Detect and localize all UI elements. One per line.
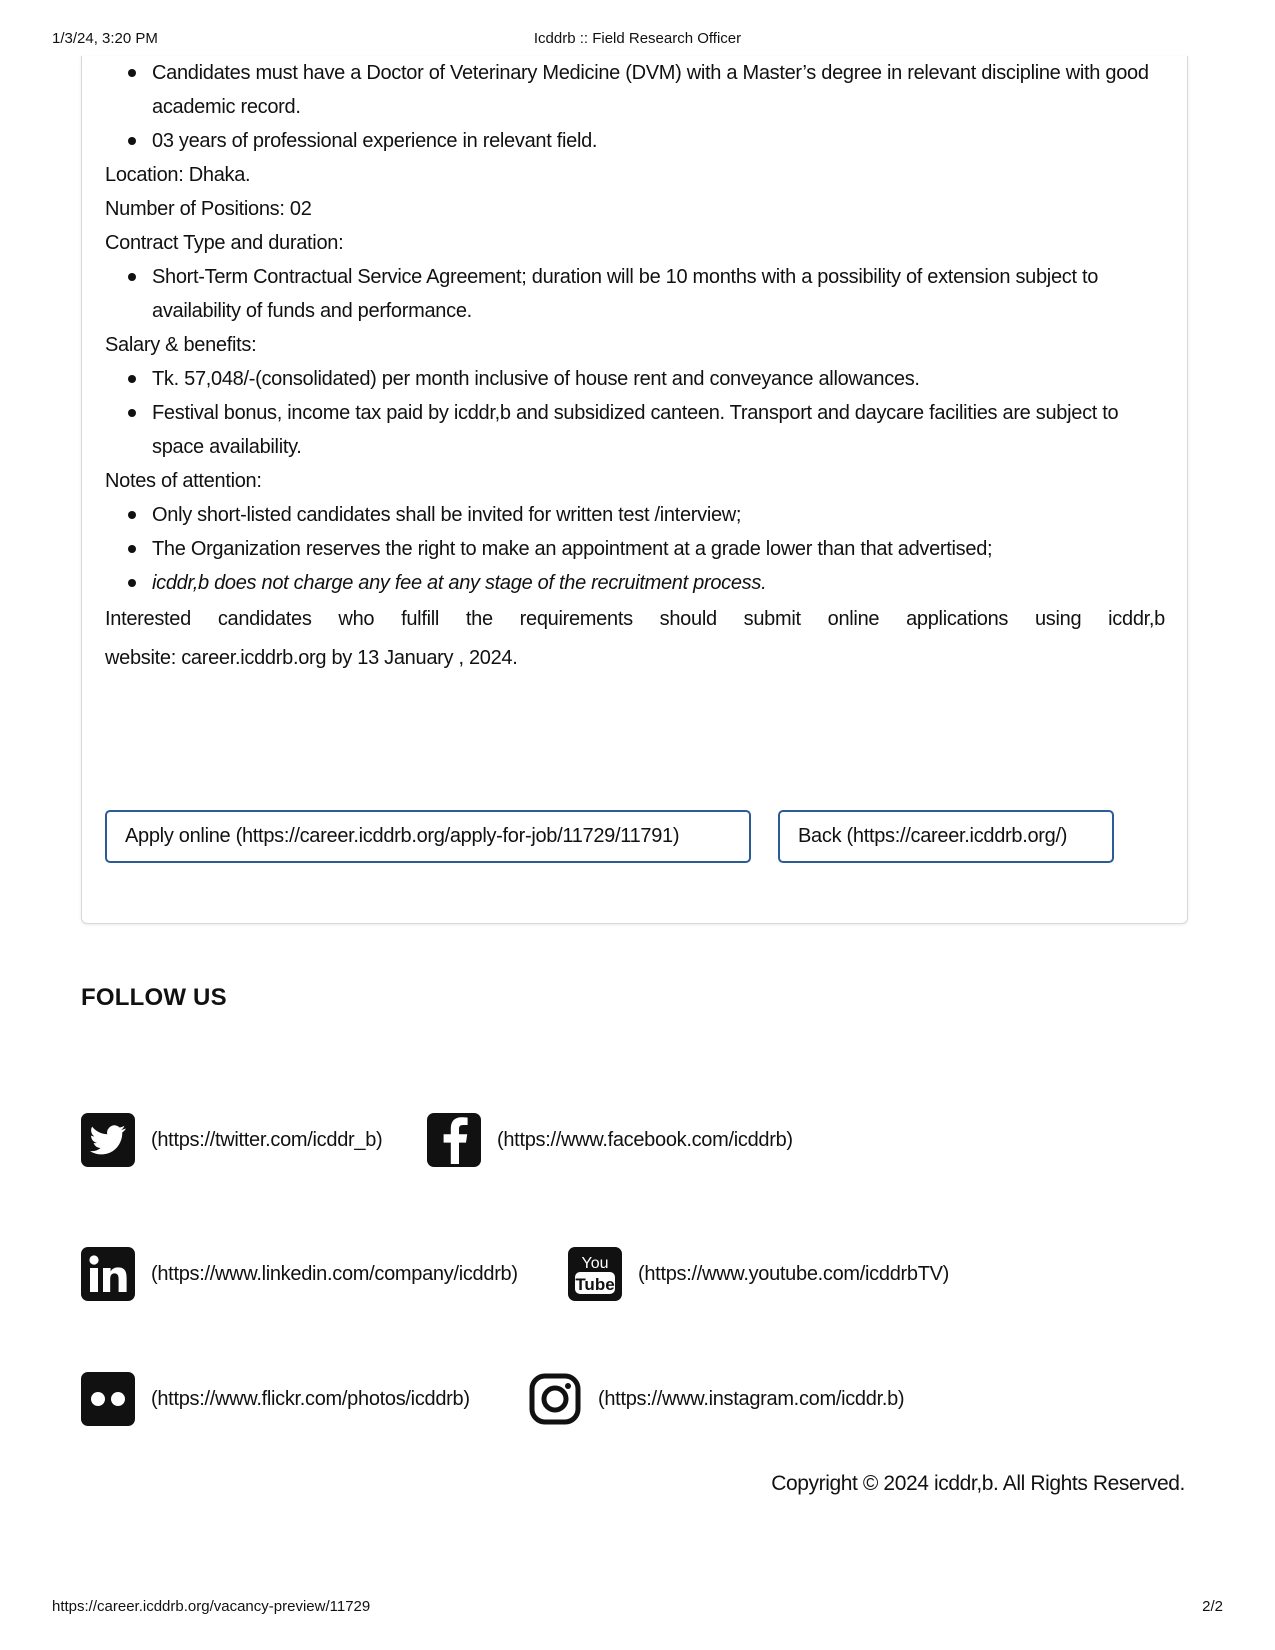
flickr-url[interactable]: (https://www.flickr.com/photos/icddrb): [151, 1387, 470, 1410]
facebook-icon[interactable]: [427, 1113, 481, 1167]
list-item: Only short-listed candidates shall be invited for written test /interview;: [105, 498, 1165, 532]
salary-heading: Salary & benefits:: [105, 334, 257, 356]
twitter-link[interactable]: [81, 1113, 382, 1167]
list-item: Festival bonus, income tax paid by icddr,b and subsidized canteen. Transport and daycare facilities are subject to space availability.: [105, 396, 1165, 464]
youtube-link[interactable]: [568, 1247, 949, 1301]
print-footer: [52, 1598, 1223, 1618]
print-datetime: 1/3/24, 3:20 PM: [52, 30, 158, 47]
contract-heading: Contract Type and duration:: [105, 232, 344, 254]
vacancy-details: [105, 56, 1165, 678]
salary-list: [105, 362, 1165, 464]
list-item: Tk. 57,048/-(consolidated) per month inclusive of house rent and conveyance allowances.: [105, 362, 1165, 396]
copyright-text: Copyright © 2024 icddr,b. All Rights Reserved.: [771, 1472, 1185, 1495]
positions-text: Number of Positions: 02: [105, 198, 312, 220]
notes-heading: Notes of attention:: [105, 470, 262, 492]
list-item: Candidates must have a Doctor of Veterinary Medicine (DVM) with a Master’s degree in relevant discipline with good academic record.: [105, 56, 1165, 124]
contract-list: [105, 260, 1165, 328]
youtube-icon[interactable]: [568, 1247, 622, 1301]
closing-paragraph: [105, 600, 1165, 678]
facebook-link[interactable]: [427, 1113, 793, 1167]
list-item: 03 years of professional experience in relevant field.: [105, 124, 1165, 158]
instagram-link[interactable]: [528, 1372, 904, 1426]
youtube-icon-tube-text: Tube: [575, 1275, 615, 1294]
flickr-link[interactable]: [81, 1372, 470, 1426]
list-item: Short-Term Contractual Service Agreement; duration will be 10 months with a possibility of extension subject to availability of funds and performance.: [105, 260, 1165, 328]
twitter-icon[interactable]: [81, 1113, 135, 1167]
linkedin-link[interactable]: [81, 1247, 518, 1301]
print-page-url: https://career.icddrb.org/vacancy-preview/11729: [52, 1598, 371, 1615]
list-item: icddr,b does not charge any fee at any stage of the recruitment process.: [105, 566, 1165, 600]
facebook-url[interactable]: (https://www.facebook.com/icddrb): [497, 1128, 793, 1151]
back-button[interactable]: Back (https://career.icddrb.org/): [778, 810, 1114, 863]
linkedin-icon[interactable]: [81, 1247, 135, 1301]
print-page-number: 2/2: [1202, 1598, 1223, 1615]
instagram-url[interactable]: (https://www.instagram.com/icddr.b): [598, 1387, 905, 1410]
list-item: The Organization reserves the right to make an appointment at a grade lower than that advertised;: [105, 532, 1165, 566]
youtube-url[interactable]: (https://www.youtube.com/icddrbTV): [638, 1262, 950, 1285]
print-page-title: Icddrb :: Field Research Officer: [533, 30, 742, 47]
qualifications-list: [105, 56, 1165, 158]
instagram-icon[interactable]: [528, 1372, 582, 1426]
apply-online-button[interactable]: Apply online (https://career.icddrb.org/apply-for-job/11729/11791): [105, 810, 751, 863]
follow-us-heading: FOLLOW US: [81, 984, 227, 1011]
closing-line-1: Interested candidates who fulfill the requirements should submit online applications using icddr,b: [105, 608, 1165, 630]
linkedin-url[interactable]: (https://www.linkedin.com/company/icddrb): [151, 1262, 518, 1285]
closing-line-2: website: career.icddrb.org by 13 January , 2024.: [105, 647, 518, 669]
print-header: [52, 30, 1223, 50]
location-text: Location: Dhaka.: [105, 164, 251, 186]
youtube-icon-you-text: You: [581, 1255, 609, 1272]
flickr-icon[interactable]: [81, 1372, 135, 1426]
notes-list: [105, 498, 1165, 600]
twitter-url[interactable]: (https://twitter.com/icddr_b): [151, 1128, 383, 1151]
